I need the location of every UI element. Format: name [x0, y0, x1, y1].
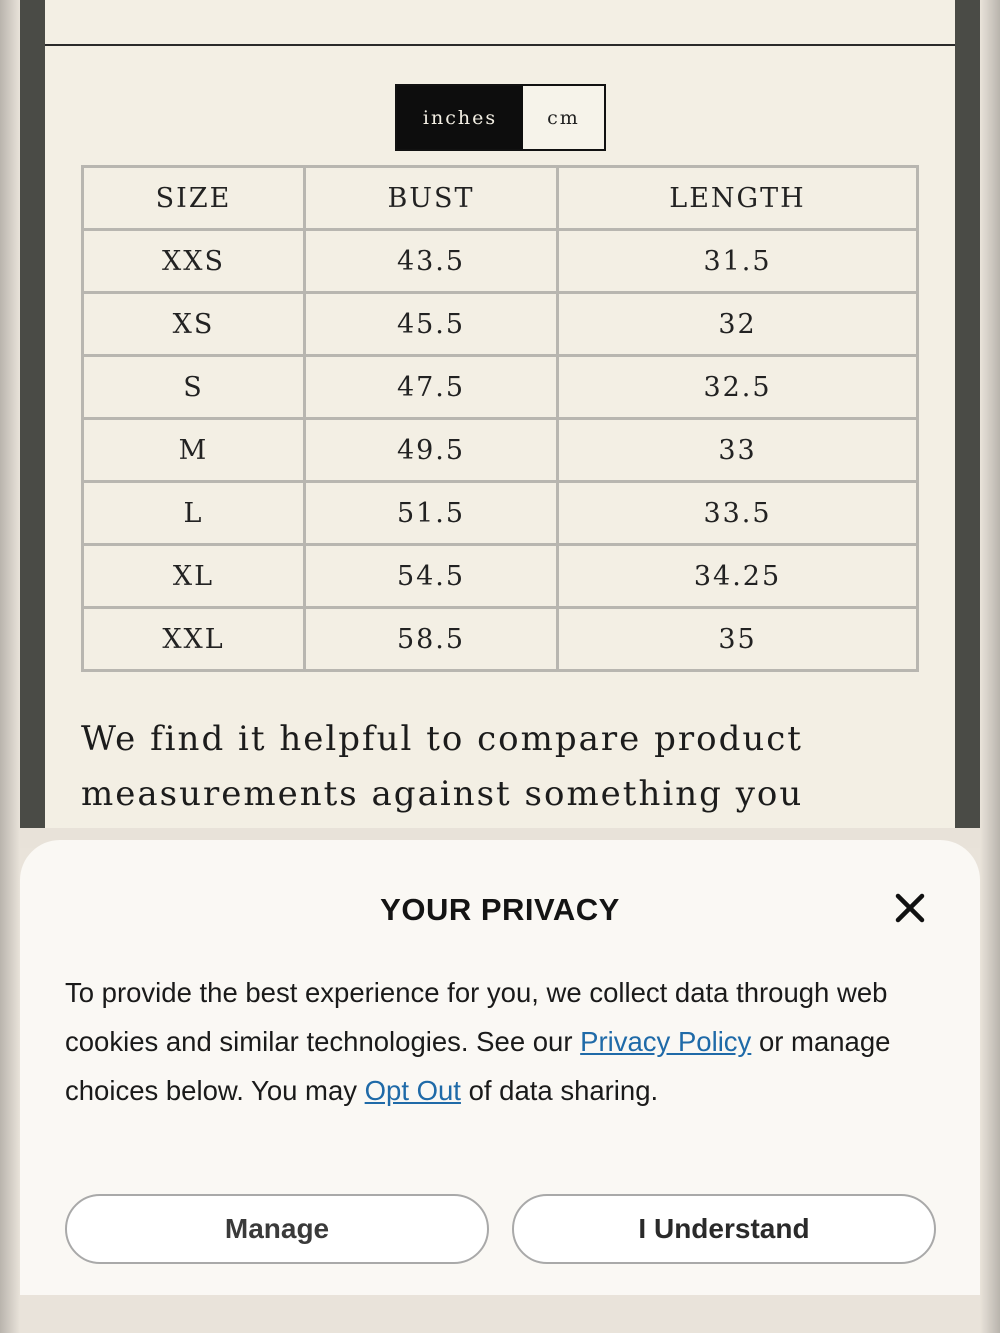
- bust-cell: 45.5: [305, 293, 558, 356]
- privacy-text-2: or manage choices below. You may: [65, 1026, 891, 1106]
- length-cell: 35: [558, 608, 918, 671]
- header-bust: BUST: [305, 167, 558, 230]
- table-row: [83, 482, 918, 545]
- bust-cell: 47.5: [305, 356, 558, 419]
- manage-button[interactable]: Manage: [65, 1194, 489, 1264]
- privacy-description: [65, 968, 950, 1115]
- opt-out-link[interactable]: Opt Out: [364, 1075, 461, 1106]
- table-row: [83, 419, 918, 482]
- size-cell: XL: [83, 545, 305, 608]
- unit-option-inches[interactable]: inches: [397, 86, 523, 149]
- size-guide-page: [45, 0, 955, 840]
- privacy-modal: [20, 840, 980, 1295]
- privacy-policy-link[interactable]: Privacy Policy: [580, 1026, 752, 1057]
- length-cell: 32.5: [558, 356, 918, 419]
- privacy-text-3: of data sharing.: [460, 1075, 659, 1106]
- length-cell: 33: [558, 419, 918, 482]
- header-length: LENGTH: [558, 167, 918, 230]
- table-row: [83, 293, 918, 356]
- table-row: [83, 356, 918, 419]
- measurement-tip: We find it helpful to compare product measurements against something you: [81, 719, 804, 814]
- size-cell: M: [83, 419, 305, 482]
- length-cell: 34.25: [558, 545, 918, 608]
- header-size: SIZE: [83, 167, 305, 230]
- table-row: [83, 608, 918, 671]
- bust-cell: 58.5: [305, 608, 558, 671]
- close-icon: [895, 893, 925, 923]
- length-cell: 32: [558, 293, 918, 356]
- unit-toggle[interactable]: [395, 84, 606, 151]
- size-cell: XXL: [83, 608, 305, 671]
- table-header-row: [83, 167, 918, 230]
- privacy-title: YOUR PRIVACY: [380, 892, 620, 927]
- close-button[interactable]: [890, 888, 930, 928]
- size-cell: XS: [83, 293, 305, 356]
- bust-cell: 54.5: [305, 545, 558, 608]
- bust-cell: 51.5: [305, 482, 558, 545]
- privacy-text-1: To provide the best experience for you, we collect data through web cookies and similar technologies. See our: [65, 977, 888, 1057]
- i-understand-button[interactable]: I Understand: [512, 1194, 936, 1264]
- divider: [45, 44, 955, 46]
- length-cell: 31.5: [558, 230, 918, 293]
- length-cell: 33.5: [558, 482, 918, 545]
- size-cell: S: [83, 356, 305, 419]
- table-row: [83, 545, 918, 608]
- size-cell: L: [83, 482, 305, 545]
- bust-cell: 43.5: [305, 230, 558, 293]
- size-chart-table: [81, 165, 919, 672]
- table-row: [83, 230, 918, 293]
- bust-cell: 49.5: [305, 419, 558, 482]
- unit-option-cm[interactable]: cm: [523, 86, 604, 149]
- size-cell: XXS: [83, 230, 305, 293]
